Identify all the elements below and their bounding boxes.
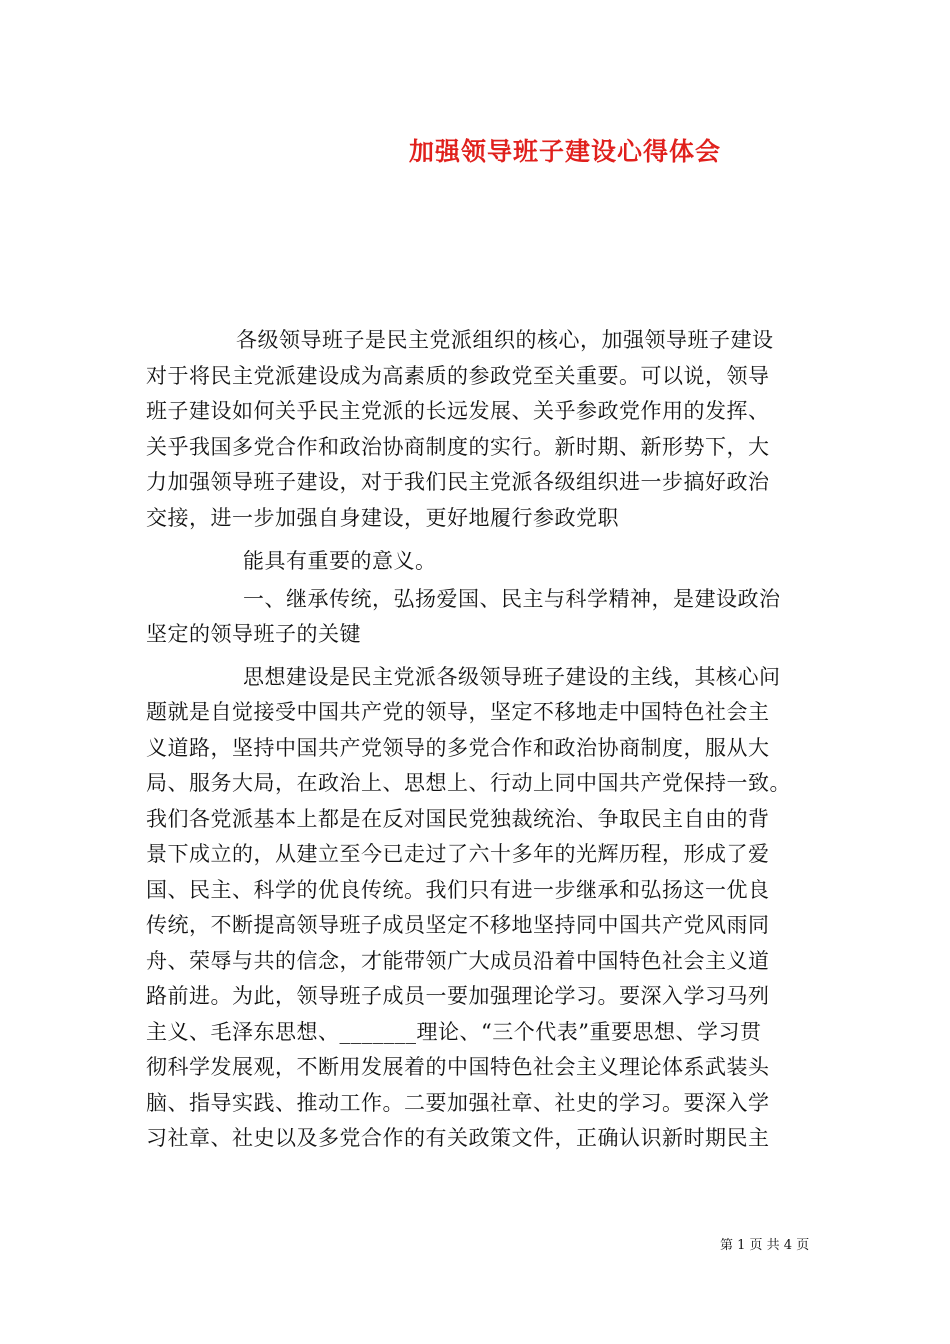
body-line: 对于将民主党派建设成为高素质的参政党至关重要。可以说，领导	[146, 364, 770, 388]
section-heading: 坚定的领导班子的关键	[146, 622, 361, 646]
body-line: 义道路，坚持中国共产党领导的多党合作和政治协商制度，服从大	[146, 736, 770, 760]
body-line: 能具有重要的意义。	[243, 549, 437, 573]
body-line: 脑、指导实践、推动工作。二要加强社章、社史的学习。要深入学	[146, 1091, 770, 1115]
body-line: 局、服务大局，在政治上、思想上、行动上同中国共产党保持一致。	[146, 771, 791, 795]
body-line: 力加强领导班子建设，对于我们民主党派各级组织进一步搞好政治	[146, 470, 770, 494]
body-line: 传统，不断提高领导班子成员坚定不移地坚持同中国共产党风雨同	[146, 913, 770, 937]
document-title: 加强领导班子建设心得体会	[408, 137, 721, 166]
page-number-footer: 第 1 页 共 4 页	[720, 1238, 810, 1253]
body-line: 关乎我国多党合作和政治协商制度的实行。新时期、新形势下，大	[146, 435, 770, 459]
body-line: 交接，进一步加强自身建设，更好地履行参政党职	[146, 506, 619, 530]
body-line: 各级领导班子是民主党派组织的核心，加强领导班子建设	[236, 328, 774, 352]
body-line: 班子建设如何关乎民主党派的长远发展、关乎参政党作用的发挥、	[146, 399, 770, 423]
body-line: 思想建设是民主党派各级领导班子建设的主线，其核心问	[243, 665, 781, 689]
body-line: 习社章、社史以及多党合作的有关政策文件，正确认识新时期民主	[146, 1126, 770, 1150]
body-line: 舟、荣辱与共的信念，才能带领广大成员沿着中国特色社会主义道	[146, 949, 770, 973]
body-line: 主义、毛泽东思想、_______理论、“三个代表”重要思想、学习贯	[146, 1020, 762, 1044]
body-line: 国、民主、科学的优良传统。我们只有进一步继承和弘扬这一优良	[146, 878, 770, 902]
body-line: 彻科学发展观，不断用发展着的中国特色社会主义理论体系武装头	[146, 1055, 770, 1079]
body-line: 题就是自觉接受中国共产党的领导，坚定不移地走中国特色社会主	[146, 700, 770, 724]
body-line: 景下成立的，从建立至今已走过了六十多年的光辉历程，形成了爱	[146, 842, 770, 866]
section-heading: 一、继承传统，弘扬爱国、民主与科学精神，是建设政治	[243, 587, 781, 611]
body-line: 我们各党派基本上都是在反对国民党独裁统治、争取民主自由的背	[146, 807, 770, 831]
body-line: 路前进。为此，领导班子成员一要加强理论学习。要深入学习马列	[146, 984, 770, 1008]
